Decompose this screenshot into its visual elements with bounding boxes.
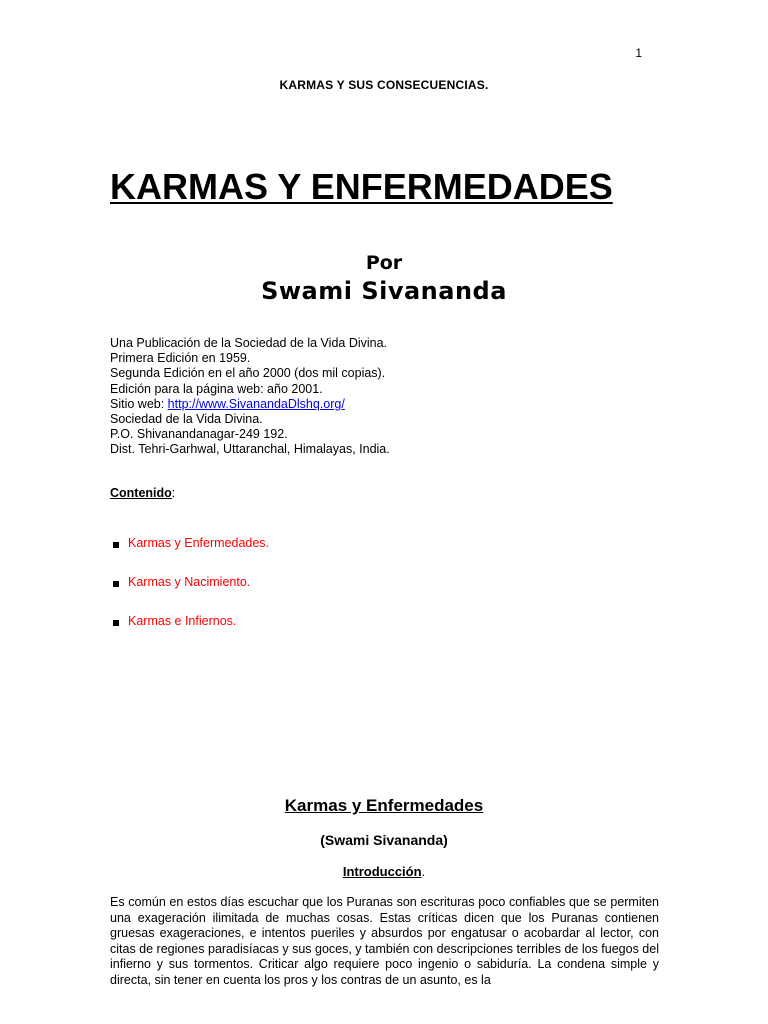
contents-heading-label: Contenido — [110, 486, 172, 500]
square-bullet-icon — [113, 581, 119, 587]
section-title: Karmas y Enfermedades — [284, 796, 484, 815]
intro-heading-suffix: . — [421, 864, 426, 879]
contents-heading-suffix: : — [171, 486, 176, 500]
section-author: (Swami Sivananda) — [320, 832, 448, 848]
intro-heading — [0, 864, 768, 879]
toc-link-karmas-nacimiento[interactable]: Karmas y Nacimiento. — [128, 575, 251, 589]
intro-paragraph: Es común en estos días escuchar que los Puranas son escrituras poco confiables que se permiten una exageración ilimitada de muchas cosas. Estas críticas dicen que los Puranas contienen gruesas exageraciones, e intentos pueriles y absurdos por engatusar o acobardar al lector, con citas de regiones paradisíacas y sus goces, y también con descripciones terribles de los fuegos del infierno y sus tormentos. Criticar algo requiere poco ingenio o sabiduría. La condena simple y directa, sin tener en cuenta los pros y los contras de un asunto, es la — [110, 895, 659, 987]
publication-line: P.O. Shivanandanagar-249 192. — [110, 427, 288, 442]
table-of-contents — [110, 536, 269, 653]
toc-item — [110, 536, 269, 575]
contents-heading — [110, 486, 175, 500]
publication-line: Primera Edición en 1959. — [110, 351, 251, 366]
publication-line: Una Publicación de la Sociedad de la Vida Divina. — [110, 336, 388, 350]
document-title: KARMAS Y ENFERMEDADES — [110, 166, 613, 207]
toc-item — [110, 575, 269, 614]
publication-line: Segunda Edición en el año 2000 (dos mil copias). — [110, 366, 386, 381]
toc-link-karmas-infiernos[interactable]: Karmas e Infiernos. — [128, 614, 237, 628]
page-number: 1 — [635, 46, 642, 60]
publication-line: Edición para la página web: año 2001. — [110, 381, 323, 396]
square-bullet-icon — [113, 620, 119, 626]
by-label: Por — [365, 252, 403, 274]
square-bullet-icon — [113, 542, 119, 548]
intro-heading-label: Introducción — [342, 864, 422, 879]
website-link[interactable]: http://www.SivanandaDlshq.org/ — [167, 396, 345, 411]
publication-line: Dist. Tehri-Garhwal, Uttaranchal, Himalayas, India. — [110, 442, 390, 457]
publication-line: Sociedad de la Vida Divina. — [110, 412, 263, 427]
author-name: Swami Sivananda — [261, 277, 507, 305]
publication-info — [110, 336, 390, 458]
website-label: Sitio web: — [110, 396, 168, 411]
website-line — [110, 397, 390, 412]
running-header: KARMAS Y SUS CONSECUENCIAS. — [279, 78, 489, 92]
toc-link-karmas-enfermedades[interactable]: Karmas y Enfermedades. — [128, 536, 270, 550]
toc-item — [110, 614, 269, 653]
